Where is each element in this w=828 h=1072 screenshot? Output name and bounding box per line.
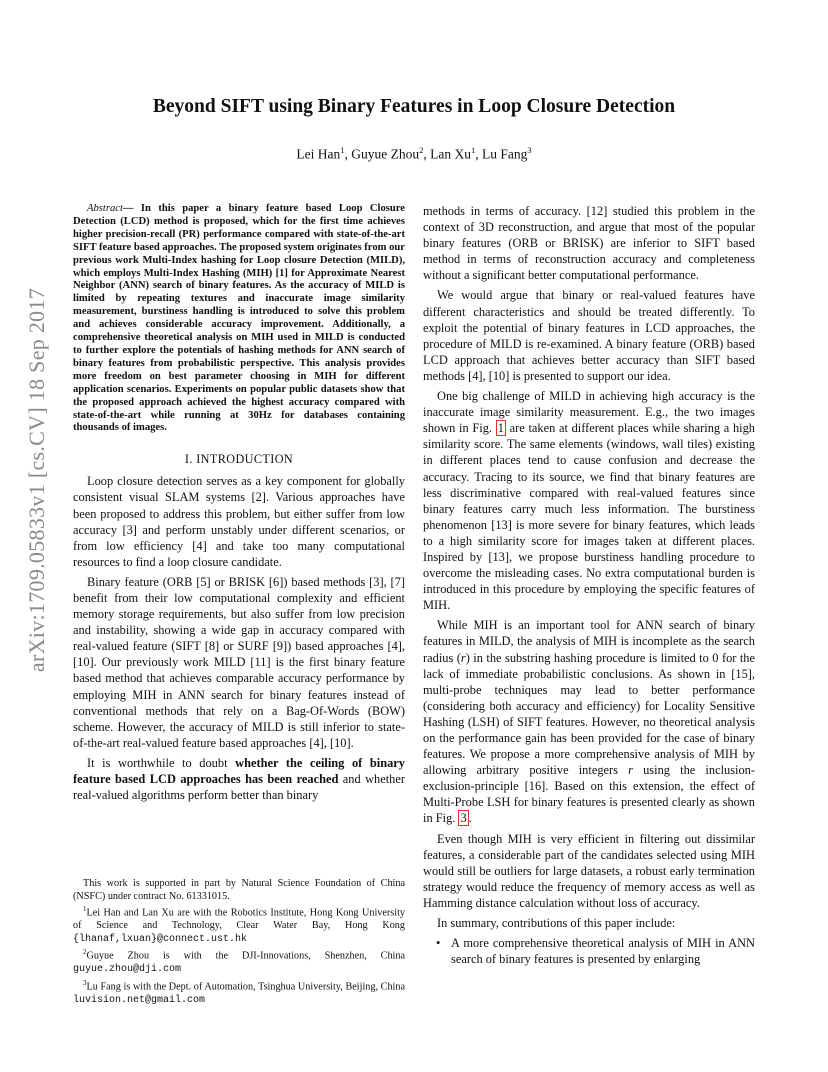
emphasized-text: whether the ceiling of binary feature based LCD approaches has been reached xyxy=(73,755,406,786)
figure-link[interactable]: 3 xyxy=(460,811,467,826)
paragraph: methods in terms of accuracy. [12] studied this problem in the context of 3D reconstruction, and argue that most of the popular binary features (ORB or BRISK) are inferior to SIFT based method in terms of reconstruction accuracy and completeness without a significant better computational performance. xyxy=(423,204,755,283)
footnote-funding: This work is supported in part by Natural Science Foundation of China (NSFC) under contract No. 61331015. xyxy=(73,878,405,902)
paragraph xyxy=(423,617,755,826)
author-affiliation: 1 xyxy=(340,145,345,155)
paragraph: Binary feature (ORB [5] or BRISK [6]) based methods [3], [7] benefit from their low computational complexity and efficient memory storage requirements, but also suffer from low precision and instability, showing a wide gap in accuracy compared with real-valued feature (SIFT [8] or SURF [9]) based approaches [4], [10]. Our previously work MILD [11] is the first binary feature based method that achieves comparable accuracy performance by employing MIH in ANN search for binary features instead of conventional methods that rely on a Bag-Of-Words (BOW) scheme. However, the accuracy of MILD is still inferior to state-of-the-art real-valued feature based approaches [4], [10]. xyxy=(73,574,405,750)
paragraph-text: While MIH is an important tool for ANN search of binary features in MILD, the analysis of MIH is incomplete as the search radius ( xyxy=(423,618,755,665)
paragraph xyxy=(73,755,405,803)
author: Lan Xu xyxy=(430,146,471,162)
paragraph-text: and whether real-valued algorithms perform better than binary xyxy=(73,772,405,803)
paragraph xyxy=(423,388,755,613)
paragraph: Even though MIH is very efficient in filtering out dissimilar features, a considerable part of the candidates selected using MIH would still be outliers for large datasets, a robust early termination strategy would reduce the frequency of memory access as well as Hamming distance calculation without loss of accuracy. xyxy=(423,831,755,910)
list-item xyxy=(423,935,755,967)
left-column xyxy=(73,203,405,807)
author-list: Lei Han$^1$, Guyue Zhou$^2$, Lan Xu$^1$, Lu Fang$^3$ xyxy=(296,145,532,162)
author-affiliation: 3 xyxy=(527,145,532,155)
paragraph-text: ) in the substring hashing procedure is limited to 0 for the lack of immediate probabilistic conclusions. As shown in [15], multi-probe techniques may lead to better performance (considering both accuracy and efficiency) for Locality Sensitive Hashing (LSH) of SIFT features. However, no theoretical analysis on the performance gain has been provided for the case of binary features. We propose a more comprehensive analysis of MIH by allowing arbitrary positive integers xyxy=(423,650,755,778)
footnote-3: $^3$Lu Fang is with the Dept. of Automation, Tsinghua University, Beijing, China luvision.net@gmail.com xyxy=(73,978,405,1006)
abstract-label: Abstract xyxy=(87,203,123,214)
author-affiliation: 1 xyxy=(470,145,476,155)
email-address: {lhanaf,lxuan}@connect.ust.hk xyxy=(73,933,248,945)
math-variable: r xyxy=(460,650,466,665)
author: Guyue Zhou xyxy=(351,146,420,162)
email-address: guyue.zhou@dji.com xyxy=(73,964,182,976)
paper-title: Beyond SIFT using Binary Features in Loop Closure Detection xyxy=(152,96,676,117)
footnote-text: Lu Fang is with the Dept. of Automation, Tsinghua University, Beijing, China xyxy=(86,981,405,993)
paragraph-text: . xyxy=(468,811,472,826)
right-column xyxy=(423,203,755,967)
paragraph-text: It is worthwhile to doubt xyxy=(87,755,236,770)
footnote-text: Lei Han and Lan Xu are with the Robotics Institute, Hong Kong University of Science and Technology, Clear Water Bay, Hong Kong xyxy=(73,907,405,932)
paragraph: We would argue that binary or real-valued features have different characteristics and should be treated differently. To exploit the potential of binary features in LCD approaches, the procedure of MILD is re-examined. A binary feature (ORB) based LCD approach that achieves better accuracy than SIFT based methods [4], [10] is presented to support our idea. xyxy=(423,288,755,383)
paragraph-text: using the inclusion-exclusion-principle [16]. Based on this extension, the effect of Multi-Probe LSH for binary features is presented clearly as shown in Fig. xyxy=(423,763,755,826)
paragraph-text: One big challenge of MILD in achieving high accuracy is the inaccurate image similarity measurement. E.g., the two images shown in Fig. xyxy=(423,389,755,436)
email-address: luvision.net@gmail.com xyxy=(73,994,206,1006)
footnotes xyxy=(73,878,405,1008)
list-item-text: A more comprehensive theoretical analysis of MIH in ANN search of binary features is presented by enlarging xyxy=(451,936,755,967)
paragraph-text: are taken at different places while sharing a high similarity score. The same elements (windows, wall tiles) existing in different places tend to cause confusion and decrease the accuracy. Tracing to its source, we find that binary features are less discriminative compared with real-valued features since binary features carry much less information. The burstiness phenomenon [13] is more severe for binary features, which leads to a high similarity score for images taken at different places. Inspired by [13], we propose burstiness handling procedure to overcome the misleading cases. No extra computational burden is introduced in this procedure by employing the specific features of MIH. xyxy=(423,421,755,613)
footnote-2: $^2$Guyue Zhou is with the DJI-Innovations, Shenzhen, China guyue.zhou@dji.com xyxy=(73,948,405,976)
author: Lei Han xyxy=(296,146,341,162)
footnote-1: $^1$Lei Han and Lan Xu are with the Robotics Institute, Hong Kong University of Science and Technology, Clear Water Bay, Hong Kong {lhanaf,lxuan}@connect.ust.hk xyxy=(73,905,405,945)
author-affiliation: 2 xyxy=(419,145,424,155)
bullet-icon: • xyxy=(436,936,441,951)
math-variable: r xyxy=(628,763,633,778)
author: Lu Fang xyxy=(481,146,528,162)
abstract xyxy=(73,203,405,435)
paragraph: Loop closure detection serves as a key component for globally consistent visual SLAM systems [2]. Various approaches have been proposed to address this problem, but either suffer from low accuracy [3] and perform unstably under different scenarios, or from low efficiency [4] and take too many computational resources to find a loop closure candidate. xyxy=(73,474,405,569)
figure-link[interactable]: 1 xyxy=(497,421,504,436)
footnote-text: Guyue Zhou is with the DJI-Innovations, Shenzhen, China xyxy=(86,950,405,962)
abstract-text: — In this paper a binary feature based Loop Closure Detection (LCD) method is proposed, which for the first time achieves higher precision-recall (PR) performance compared with state-of-the-art SIFT feature based approaches. The proposed system originates from our previous work Multi-Index hashing for Loop closure Detection (MILD), which employs Multi-Index Hashing (MIH) [1] for Approximate Nearest Neighbor (ANN) search of binary features. As the accuracy of MILD is limited by repeating textures and inaccurate image similarity measurement, burstiness handling is introduced to solve this problem and achieves considerable accuracy improvement. Additionally, a comprehensive theoretical analysis on MIH used in MILD is conducted to further explore the potentials of hashing methods for ANN search of binary features from probabilistic perspective. This analysis provides more freedom on best parameter choosing in MIH for different application scenarios. Experiments on popular public datasets show that the proposed approach achieved the highest accuracy compared with state-of-the-art while running at 30Hz for databases containing thousands of images. xyxy=(73,203,405,434)
arxiv-identifier: arXiv:1709.05833v1 [cs.CV] 18 Sep 2017 xyxy=(24,287,49,673)
section-heading-introduction: I. INTRODUCTION xyxy=(184,452,294,467)
paragraph: In summary, contributions of this paper include: xyxy=(437,916,676,931)
